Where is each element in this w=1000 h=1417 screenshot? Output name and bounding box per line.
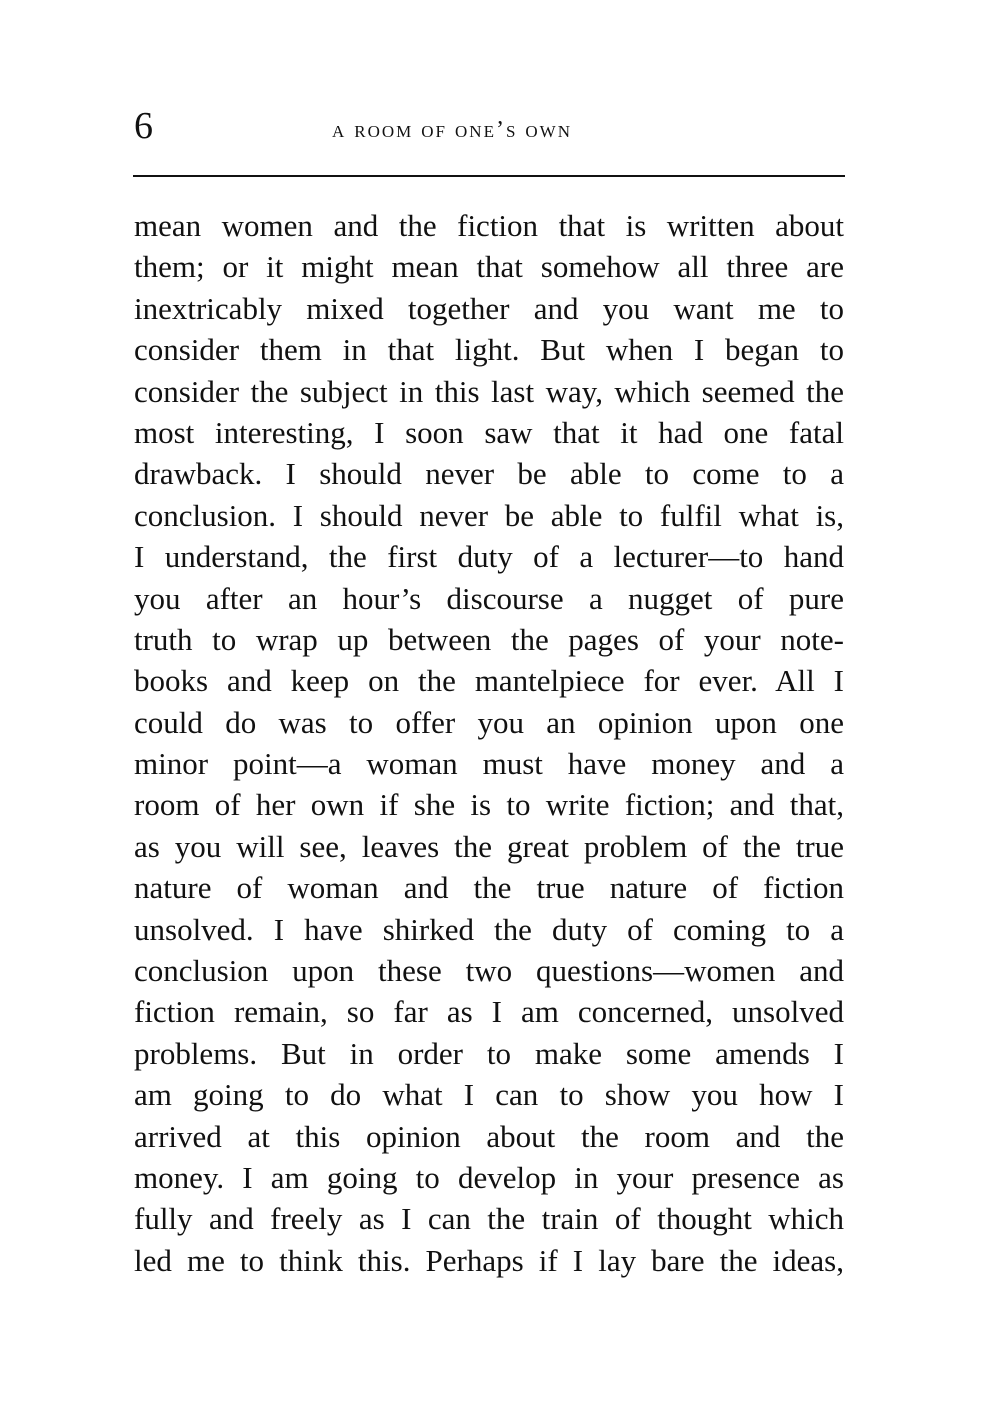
text-line: nature of woman and the true nature of fiction [134, 870, 844, 906]
text-line: mean women and the fiction that is written about [134, 208, 844, 243]
text-line: consider them in that light. But when I began to [134, 332, 844, 368]
text-line: most interesting, I soon saw that it had one fatal [134, 414, 844, 450]
text-line: as you will see, leaves the great problem of the true [134, 828, 844, 864]
page-number: 6 [134, 105, 153, 147]
text-line: conclusion. I should never be able to fulfil what is, [134, 497, 844, 533]
text-line: inextricably mixed together and you want me to [134, 290, 844, 326]
header-rule [133, 175, 845, 177]
text-line: I understand, the first duty of a lecturer—to hand [134, 539, 844, 575]
text-line: arrived at this opinion about the room and the [134, 1118, 844, 1154]
text-line: consider the subject in this last way, which seemed the [134, 373, 844, 409]
text-line: unsolved. I have shirked the duty of coming to a [134, 911, 844, 947]
text-line: you after an hour’s discourse a nugget of pure [134, 580, 844, 616]
text-line: drawback. I should never be able to come to a [134, 456, 844, 492]
text-line: led me to think this. Perhaps if I lay bare the ideas, [134, 1242, 844, 1278]
text-line: them; or it might mean that somehow all three are [134, 249, 844, 285]
text-line: books and keep on the mantelpiece for ever. All I [134, 663, 844, 699]
running-head-title: a room of one’s own [332, 117, 573, 143]
text-line: problems. But in order to make some amends I [134, 1035, 844, 1071]
text-line: conclusion upon these two questions—women and [134, 953, 844, 989]
text-line: truth to wrap up between the pages of your note- [134, 621, 844, 657]
text-line: fiction remain, so far as I am concerned, unsolved [134, 994, 844, 1030]
text-line: money. I am going to develop in your presence as [134, 1159, 844, 1195]
text-line: am going to do what I can to show you how I [134, 1077, 844, 1113]
body-text [134, 205, 844, 1281]
text-line: fully and freely as I can the train of thought which [134, 1201, 844, 1237]
text-line: minor point—a woman must have money and a [134, 746, 844, 782]
text-line: room of her own if she is to write fiction; and that, [134, 787, 844, 823]
text-line: could do was to offer you an opinion upon one [134, 704, 844, 740]
